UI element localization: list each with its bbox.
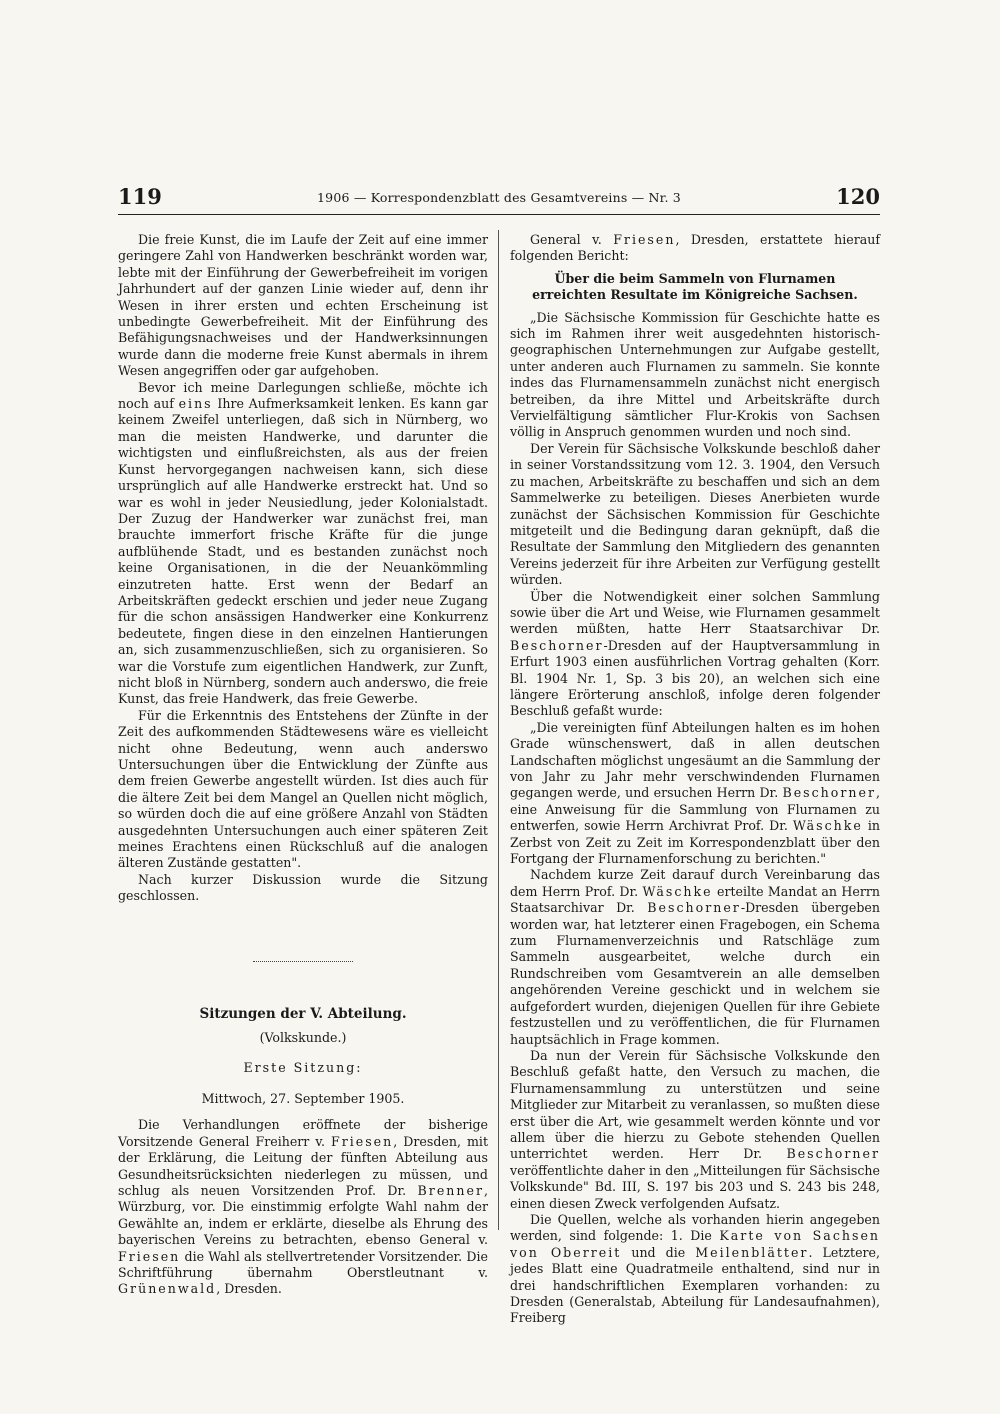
section-subtitle: (Volkskunde.) [259,1030,347,1046]
paragraph: „Die Sächsische Kommission für Geschichte hatte es sich im Rahmen ihrer weit ausgedehnten historisch-geographischen Unternehmungen zur Aufgabe gestellt, unter anderen auch Flurnamen zu sammeln. Sie konnte indes das Flurnamensammeln zunächst nicht energisch betreiben, da ihre Mittel und Arbeitskräfte durch Vervielfältigung sämtlicher Flur-Krokis von Sachsen völlig in Anspruch genommen wurden und noch sind. [510,309,880,440]
session-heading: Erste Sitzung: [243,1060,363,1076]
text-run: Ihre Aufmerksamkeit lenken. Es kann gar keinem Zweifel unterliegen, daß sich in Nürnberg, wo man die meisten Handwerke, und darunter die wichtigsten und einflußreichsten, als aus der freien Kunst hervorgegangen nachweisen kann, sich diese ursprünglich auf alle Handwerke erstreckt hat. Und so war es wohl in jeder Neusiedlung, jeder Kolonialstadt. Der Zuzug der Handwerker war zunächst frei, man brauchte immerfort frische Kräfte für die junge aufblühende Stadt, und es bestanden zunächst noch keine Organisationen, in die der Neuankömmling einzutreten hatte. Erst wenn der Bedarf an Arbeitskräften gedeckt erschien und jeder neue Zugang für die schon ansässigen Handwerker eine Konkurrenz bedeutete, fingen diese in den einzelnen Hantierungen an, sich zusammenzuschließen, sich zu organisieren. So war die Vorstufe zum eigentlichen Handwerk, zur Zunft, nicht bloß in Nürnberg, sondern auch anderswo, die freie Kunst, das freie Handwerk, das freie Gewerbe. [118,396,488,707]
spaced-text: Brenner [417,1182,484,1198]
page-number-right: 120 [836,184,880,209]
right-column [510,232,880,1327]
text-run: „Die vereinigten fünf Abteilungen halten es im hohen Grade wünschenswert, daß in allen deutschen Landschaften möglichst ungesäumt an die Sammlung der von Jahr zu Jahr mehr verschwindenden Flurnamen gegangen werde, und ersuchen Herrn Dr. [510,719,880,801]
text-run: -Dresden übergeben worden war, hat letzterer einen Fragebogen, ein Schema zum Flurnamenverzeichnis und Ratschläge zum Sammeln ausgearbeitet, welche durch ein Rundschreiben vom Gesamtverein an alle demselben angehörenden Vereine geschickt und in welchem sie aufgefordert wurden, diejenigen Quellen für ihre Gebiete festzustellen und zu veröffentlichen, die für Flurnamen hauptsächlich in Frage kommen. [510,900,880,1047]
spaced-text: Beschorner [647,900,741,916]
text-run: veröffentlichte daher in den „Mitteilungen für Sächsische Volkskunde" Bd. III, S. 197 bis 203 und S. 243 bis 248, einen diesen Zweck verfolgenden Aufsatz. [510,1162,880,1211]
text-run: , Würzburg, vor. Die einstimmig erfolgte Wahl nahm der Gewählte an, indem er erklärte, dieselbe als Ehrung des bayerischen Vereins zu betrachten, ebenso General v. [118,1182,488,1248]
section-title: Sitzungen der V. Abteilung. [199,1005,407,1022]
text-run: Die Verhandlungen eröffnete der bisherige Vorsitzende General Freiherr v. [118,1117,488,1149]
session-date: Mittwoch, 27. September 1905. [201,1090,405,1106]
spaced-text: Beschorner [510,637,604,653]
spaced-text: Beschorner [782,785,876,801]
paragraph [118,1117,488,1297]
spaced-text: Wäschke [792,818,863,834]
paragraph [510,867,880,1047]
left-column [118,232,488,1298]
running-title: 1906 — Korrespondenzblatt des Gesamtvereins — Nr. 3 [317,190,681,205]
paragraph: Die freie Kunst, die im Laufe der Zeit auf eine immer geringere Zahl von Handwerken beschränkt worden war, lebte mit der Einführung der Gewerbefreiheit im vorigen Jahrhundert auf der ganzen Linie wieder auf, denn ihr Wesen in ihrer ersten und echten Erscheinung ist unbedingte Gewerbefreiheit. Mit der Einführung des Befähigungsnachweises und der Handwerksinnungen wurde dann die moderne freie Kunst abermals in ihrem Wesen angegriffen oder gar aufgehoben. [118,232,488,379]
report-title: Über die beim Sammeln von Flurnamen erreichten Resultate im Königreiche Sachsen. [532,270,858,303]
paragraph [510,720,880,868]
spaced-text: eins [178,396,213,412]
text-run: Nachdem kurze Zeit darauf durch Vereinbarung das dem Herrn Prof. Dr. [510,867,880,899]
text-run: , Dresden, mit der Erklärung, die Leitung der fünften Abteilung aus Gesundheitsrücksichten niederlegen zu müssen, und schlug als neuen Vorsitzenden Prof. Dr. [118,1133,488,1198]
text-run: die Wahl als stellvertretender Vorsitzender. Die Schriftführung übernahm Oberstleutnant v. [118,1248,488,1280]
spaced-text: Beschorner [786,1146,880,1162]
page-number-left: 119 [118,184,162,209]
paragraph: Der Verein für Sächsische Volkskunde beschloß daher in seiner Vorstandssitzung vom 12. 3. 1904, den Versuch zu machen, Arbeitskräfte zu beschaffen und sich an dem Sammelwerke zu beteiligen. Dieses Anerbieten wurde zunächst der Sächsischen Kommission für Geschichte mitgeteilt und die Bedingung daran geknüpft, daß die Resultate der Sammlung den Mitgliedern des genannten Vereins jederzeit für ihre Arbeiten zur Verfügung gestellt würden. [510,440,880,588]
text-run: Die Quellen, welche als vorhanden hierin angegeben werden, sind folgende: 1. Die [510,1211,880,1244]
text-run: Da nun der Verein für Sächsische Volkskunde den Beschluß gefaßt hatte, den Versuch zu machen, die Flurnamensammlung zu unterstützen und seine Mitglieder zur Mitarbeit zu veranlassen, so mußten diese erst über die Art, wie gesammelt werden könnte und vor allem über die hierzu zu Gebote stehenden Quellen unterrichtet werden. Herr Dr. [510,1047,880,1162]
paragraph [118,380,488,708]
paragraph: Für die Erkenntnis des Entstehens der Zünfte in der Zeit des aufkommenden Städtewesens wäre es vielleicht nicht ohne Bedeutung, wenn auch anderswo Untersuchungen über die Entwicklung der Zünfte aus dem freien Gewerbe angestellt würden. Ist dies auch für die ältere Zeit bei dem Mangel an Quellen nicht möglich, so würden doch die auf eine größere Anzahl von Städten ausgedehnten Untersuchungen auch einer späteren Zeit meines Erachtens einen Rückschluß auf die analogen älteren Zustände gestatten". [118,707,488,871]
text-run: , Dresden. [216,1281,282,1297]
spaced-text: Grünenwald [118,1281,217,1297]
page-header [118,186,880,215]
text-run: General v. [530,232,614,247]
text-run: . Letztere, jedes Blatt eine Quadratmeile enthaltend, sind nur in drei handschriftlichen Exemplaren vorhanden: zu Dresden (Generalstab, Abteilung für Landesaufnahmen), Freiberg [510,1244,880,1326]
text-run: erteilte Mandat an Herrn Staatsarchivar Dr. [510,883,880,916]
text-run: in Zerbst von Zeit zu Zeit im Korrespondenzblatt über den Fortgang der Flurnamenforschung zu berichten." [510,818,880,867]
text-run: und die [621,1244,696,1260]
paragraph [510,232,880,265]
paragraph: Nach kurzer Diskussion wurde die Sitzung geschlossen. [118,871,488,904]
paragraph [510,1048,880,1212]
section-separator [253,961,353,962]
text-run: Über die Notwendigkeit einer solchen Sammlung sowie über die Art und Weise, wie Flurnamen gesammelt werden müßten, hatte Herr Staatsarchivar Dr. [510,588,880,637]
text-run: Bevor ich meine Darlegungen schließe, möchte ich noch auf [118,379,488,412]
text-run: -Dresden auf der Hauptversammlung in Erfurt 1903 einen ausführlichen Vortrag gehalten (Korr. Bl. 1904 Nr. 1, Sp. 3 bis 20), an welchen sich eine längere Erörterung anschloß, infolge deren folgender Beschluß gefaßt wurde: [510,637,880,719]
text-run: , Dresden, erstattete hierauf folgenden Bericht: [510,232,880,264]
paragraph [510,1212,880,1327]
text-run: , eine Anweisung für die Sammlung von Flurnamen zu entwerfen, sowie Herrn Archivrat Prof. Dr. [510,785,880,834]
spaced-text: Friesen [613,232,676,247]
spaced-text: Karte von Sachsen von Oberreit [510,1228,881,1260]
paragraph [510,589,880,720]
spaced-text: Friesen [118,1248,181,1264]
spaced-text: Wäschke [642,883,713,899]
spaced-text: Friesen [330,1133,394,1149]
column-divider [498,230,499,1230]
spaced-text: Meilenblätter [695,1244,809,1260]
